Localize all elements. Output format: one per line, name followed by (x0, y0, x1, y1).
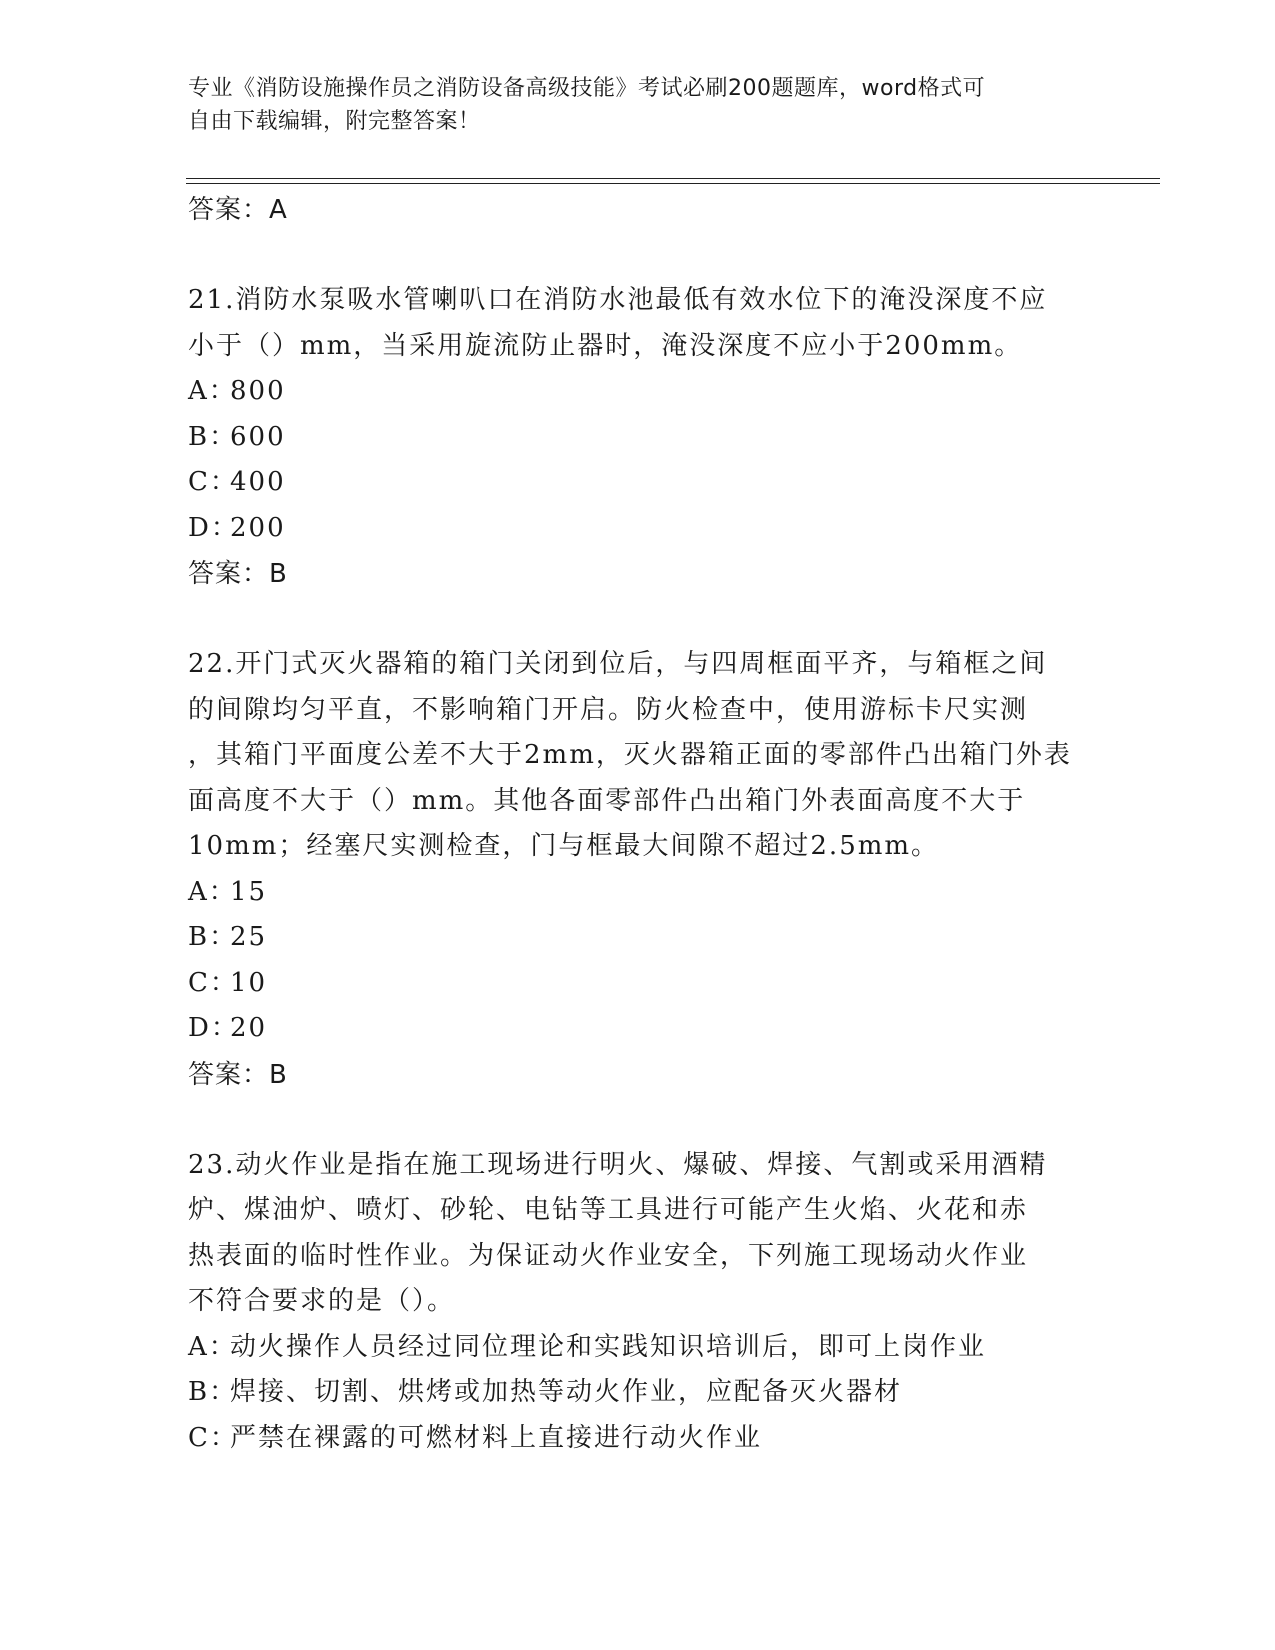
question-line: 消防水泵吸水管喇叭口在消防水池最低有效水位下的淹没深度不应 (235, 285, 1048, 315)
question-line: 面高度不大于（）mm。其他各面零部件凸出箱门外表面高度不大于 (188, 785, 1026, 816)
header-line-2: 自由下载编辑，附完整答案！ (188, 109, 481, 134)
option-text: 200 (230, 512, 286, 543)
question-line: 10mm；经塞尺实测检查，门与框最大间隙不超过2.5mm。 (188, 831, 940, 861)
option-text: 400 (230, 467, 286, 497)
option-a (188, 369, 1088, 415)
option-a (188, 870, 1088, 916)
question-line: 的间隙均匀平直，不影响箱门开启。防火检查中，使用游标卡尺实测 (188, 694, 1029, 725)
option-text: 25 (230, 922, 268, 952)
option-letter: D： (188, 512, 239, 543)
option-c (188, 961, 1088, 1007)
option-letter: B： (188, 1377, 238, 1407)
option-letter: C： (188, 1422, 238, 1453)
option-letter: D： (188, 1013, 239, 1043)
option-letter: C： (188, 967, 238, 998)
question-text (188, 1143, 1088, 1189)
option-letter: B： (188, 922, 238, 952)
option-text: 严禁在裸露的可燃材料上直接进行动火作业 (230, 1422, 763, 1453)
option-text: 20 (230, 1013, 268, 1043)
option-b (188, 915, 1088, 961)
answer: 答案：B (188, 1059, 288, 1090)
option-text: 600 (230, 421, 286, 452)
spacer (188, 597, 1088, 642)
header-divider-bottom (186, 183, 1160, 184)
option-letter: A： (188, 1331, 237, 1362)
question-line: ，其箱门平面度公差不大于2mm，灭火器箱正面的零部件凸出箱门外表 (188, 740, 1072, 770)
option-letter: A： (188, 376, 237, 406)
document-header (188, 72, 1068, 138)
option-text: 动火操作人员经过同位理论和实践知识培训后，即可上岗作业 (230, 1331, 987, 1362)
question-line: 小于（）mm，当采用旋流防止器时，淹没深度不应小于200mm。 (188, 330, 1023, 361)
previous-answer: 答案：A (188, 195, 288, 225)
question-line: 炉、煤油炉、喷灯、砂轮、电钻等工具进行可能产生火焰、火花和赤 (188, 1195, 1029, 1225)
header-line-1: 专业《消防设施操作员之消防设备高级技能》考试必刷200题题库，word格式可 (188, 76, 986, 101)
question-number: 22. (188, 649, 236, 679)
question-block-23 (188, 1143, 1088, 1462)
option-text: 焊接、切割、烘烤或加热等动火作业，应配备灭火器材 (230, 1377, 903, 1407)
question-line: 热表面的临时性作业。为保证动火作业安全，下列施工现场动火作业 (188, 1240, 1029, 1271)
option-letter: A： (188, 876, 237, 907)
spacer (188, 1098, 1088, 1143)
option-letter: C： (188, 467, 238, 497)
option-c (188, 460, 1088, 506)
question-number: 23. (188, 1149, 236, 1180)
option-d (188, 1006, 1088, 1052)
option-a (188, 1325, 1088, 1371)
question-line: 不符合要求的是（）。 (188, 1286, 456, 1316)
option-d (188, 506, 1088, 552)
option-text: 10 (230, 967, 268, 998)
option-c (188, 1416, 1088, 1462)
question-text (188, 642, 1088, 688)
option-letter: B： (188, 421, 238, 452)
answer: 答案：B (188, 559, 288, 589)
question-number: 21. (188, 285, 236, 315)
option-text: 800 (230, 376, 286, 406)
header-divider-top (186, 178, 1160, 179)
spacer (188, 233, 1088, 278)
question-block-21 (188, 278, 1088, 597)
option-b (188, 1370, 1088, 1416)
document-body (188, 187, 1088, 1461)
option-b (188, 415, 1088, 461)
question-text (188, 278, 1088, 324)
question-block-22 (188, 642, 1088, 1098)
question-line: 开门式灭火器箱的箱门关闭到位后，与四周框面平齐，与箱框之间 (235, 649, 1048, 679)
question-line: 动火作业是指在施工现场进行明火、爆破、焊接、气割或采用酒精 (235, 1149, 1048, 1180)
option-text: 15 (230, 876, 268, 907)
